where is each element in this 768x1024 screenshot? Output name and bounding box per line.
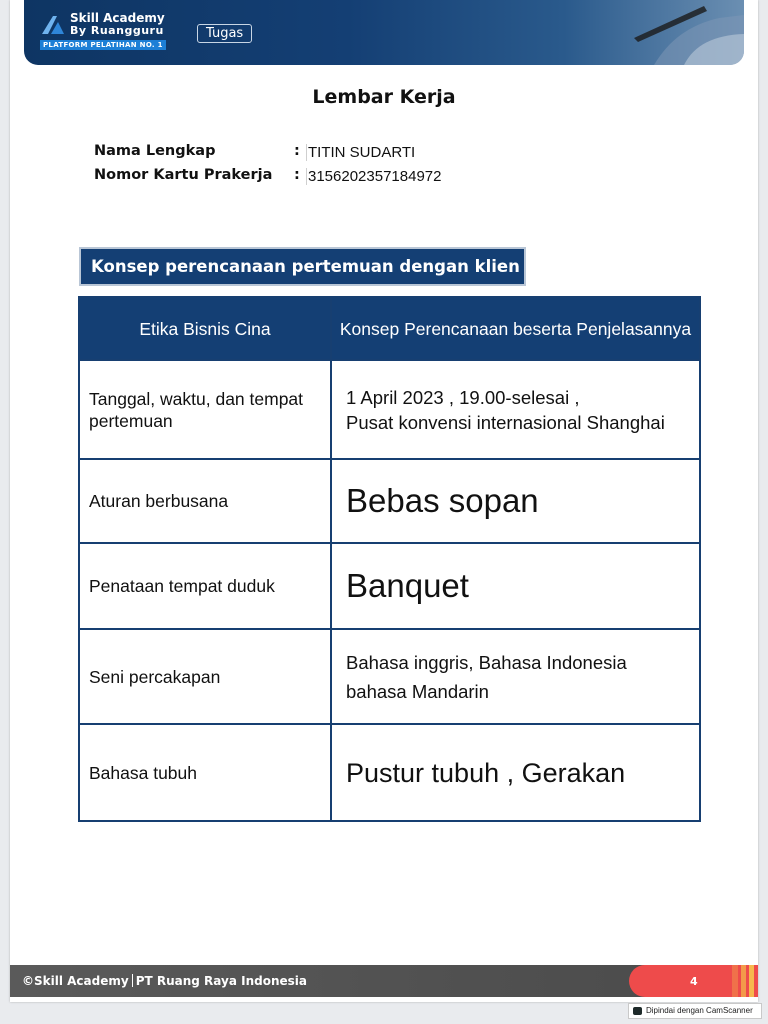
row-label: Seni percakapan: [79, 629, 331, 724]
document-title: Lembar Kerja: [312, 86, 456, 108]
table-row: [79, 459, 700, 543]
card-number-colon: :: [294, 167, 300, 183]
card-number-value: 3156202357184972: [308, 168, 442, 185]
footer-stripe: [741, 965, 746, 997]
card-number-label: Nomor Kartu Prakerja: [94, 167, 273, 183]
row-value: Banquet: [331, 543, 700, 629]
row-value: Bahasa inggris, Bahasa Indonesia bahasa Mandarin: [331, 629, 700, 724]
table-row: [79, 360, 700, 459]
row-value: 1 April 2023 , 19.00-selesai , Pusat konvensi internasional Shanghai: [331, 360, 700, 459]
planning-table: [78, 296, 701, 822]
footer-stripe: [749, 965, 754, 997]
header-etika: Etika Bisnis Cina: [79, 297, 331, 360]
row-label: Aturan berbusana: [79, 459, 331, 543]
full-name-label: Nama Lengkap: [94, 143, 216, 159]
row-label: Bahasa tubuh: [79, 724, 331, 821]
tugas-badge: Tugas: [197, 24, 252, 43]
header-konsep: Konsep Perencanaan beserta Penjelasannya: [331, 297, 700, 360]
table-row: [79, 543, 700, 629]
full-name-value: TITIN SUDARTI: [308, 144, 416, 161]
row-value: Bebas sopan: [331, 459, 700, 543]
skill-academy-logo-icon: [40, 14, 66, 36]
page-number: 4: [690, 975, 698, 988]
footer-stripe: [732, 965, 738, 997]
table-row: [79, 724, 700, 821]
section-heading: [79, 247, 526, 286]
section-title: Konsep perencanaan pertemuan dengan klien: [91, 257, 520, 276]
camscanner-badge: [628, 1003, 762, 1019]
footer-separator: [132, 974, 133, 987]
brand-title: Skill Academy: [70, 11, 165, 25]
camscanner-icon: [633, 1007, 642, 1015]
document-page: [10, 0, 758, 1002]
footer-text: [22, 974, 307, 988]
brand-tagline: PLATFORM PELATIHAN NO. 1: [40, 40, 166, 50]
footer-brand: ©Skill Academy: [22, 974, 129, 988]
camscanner-text: Dipindai dengan CamScanner: [646, 1006, 753, 1015]
row-label: Penataan tempat duduk: [79, 543, 331, 629]
footer-company: PT Ruang Raya Indonesia: [135, 974, 307, 988]
writing-hand-decoration: [594, 0, 744, 65]
brand-subtitle: By Ruangguru: [70, 24, 164, 37]
table-row: [79, 629, 700, 724]
page-footer: [10, 965, 758, 997]
header-banner: [24, 0, 744, 65]
table-header-row: [79, 297, 700, 360]
row-label: Tanggal, waktu, dan tempat pertemuan: [79, 360, 331, 459]
row-value: Pustur tubuh , Gerakan: [331, 724, 700, 821]
full-name-colon: :: [294, 143, 300, 159]
